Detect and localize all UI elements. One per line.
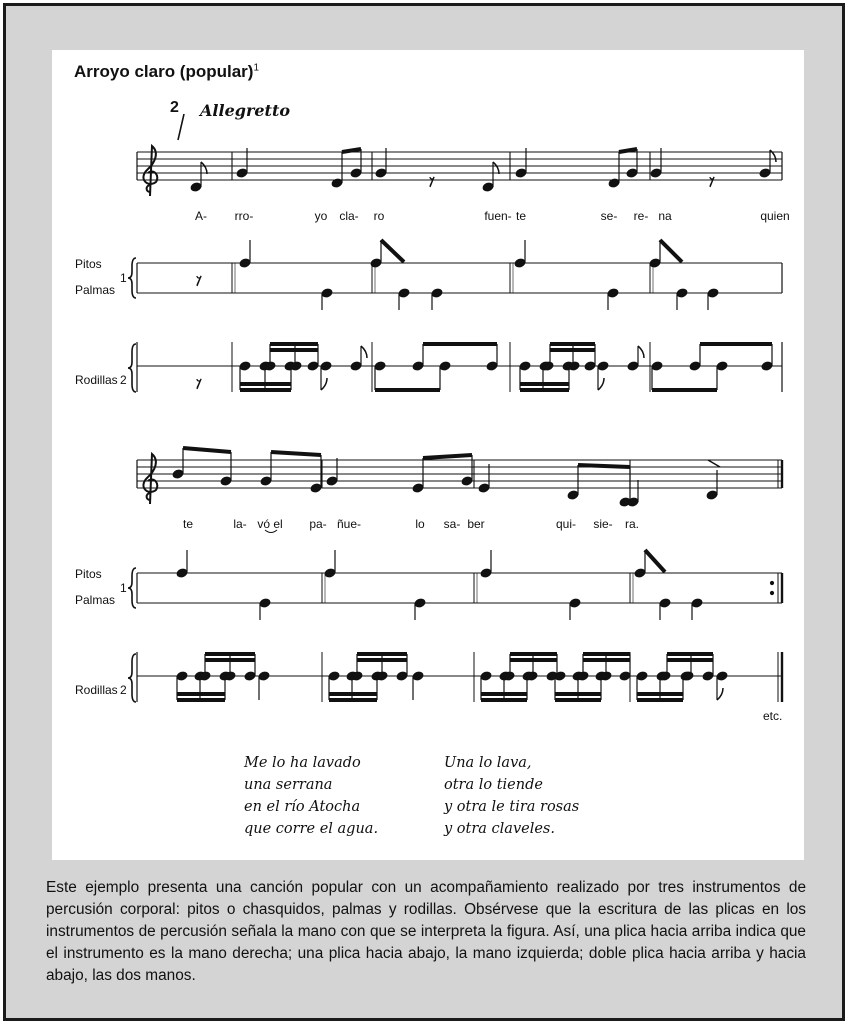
note-flag xyxy=(321,378,327,390)
note-head xyxy=(328,671,340,681)
note-head xyxy=(634,568,646,578)
lyric-syllable: na xyxy=(658,209,672,223)
label-palmas: Palmas xyxy=(75,283,116,297)
lyric-syllable: fuen- xyxy=(484,209,512,223)
note-head xyxy=(514,258,526,268)
note-head xyxy=(608,178,620,188)
note-head xyxy=(480,568,492,578)
lyric-syllable: ñue- xyxy=(336,517,362,531)
note-head xyxy=(331,178,343,188)
stanza-line: que corre el agua. xyxy=(244,821,379,837)
note-head xyxy=(689,361,701,371)
note-head xyxy=(190,182,202,192)
note-head xyxy=(239,361,251,371)
note-head xyxy=(439,361,451,371)
note-beam xyxy=(271,452,321,455)
note-head xyxy=(244,671,256,681)
stanza-line: y otra claveles. xyxy=(444,821,555,837)
note-head xyxy=(398,288,410,298)
note-beam xyxy=(578,465,630,467)
bracket-icon xyxy=(128,568,136,608)
label-rodillas: Rodillas xyxy=(75,373,118,387)
note-beam xyxy=(381,240,404,262)
lyric-syllable: ber xyxy=(467,517,485,531)
note-flag xyxy=(638,346,644,358)
lyric-syllable: la- xyxy=(233,517,247,531)
note-flag xyxy=(598,378,604,390)
note-head xyxy=(515,168,527,178)
time-signature: 2 xyxy=(170,99,179,116)
lyric-syllable: rro- xyxy=(234,209,254,223)
lyric-syllable: pa- xyxy=(309,517,327,531)
note-head xyxy=(584,361,596,371)
note-head xyxy=(176,568,188,578)
lyric-syllable: qui- xyxy=(555,517,577,531)
note-head xyxy=(676,288,688,298)
note-flag xyxy=(493,162,499,174)
note-head xyxy=(627,361,639,371)
lyric-syllable: sie- xyxy=(593,517,613,531)
note-head xyxy=(607,288,619,298)
note-head xyxy=(374,361,386,371)
note-head xyxy=(482,182,494,192)
repeat-dot xyxy=(770,581,773,584)
note-beam xyxy=(660,240,682,262)
lyric-syllable: sa- xyxy=(443,517,461,531)
tempo-stroke xyxy=(178,114,184,140)
note-head xyxy=(759,168,771,178)
note-head xyxy=(636,671,648,681)
label-pitos: Pitos xyxy=(75,257,102,271)
lyric-syllable: se- xyxy=(600,209,618,223)
bracket-icon xyxy=(128,344,136,392)
stanza-line: otra lo tiende xyxy=(444,777,543,793)
note-head xyxy=(567,490,579,500)
note-head xyxy=(651,361,663,371)
note-head xyxy=(431,288,443,298)
note-head xyxy=(236,168,248,178)
note-head xyxy=(172,469,184,479)
treble-clef-icon xyxy=(143,454,157,504)
note-flag xyxy=(361,346,367,358)
repeat-dot xyxy=(770,591,773,594)
lyric-syllable: yo xyxy=(314,209,328,223)
note-head xyxy=(324,568,336,578)
eighth-rest xyxy=(710,177,714,187)
note-head xyxy=(707,288,719,298)
note-head xyxy=(716,361,728,371)
lyric-syllable: ra. xyxy=(624,517,640,531)
note-head xyxy=(321,288,333,298)
label-num1: 1 xyxy=(120,271,127,285)
song-title: Arroyo claro (popular)$^1$ xyxy=(74,62,260,81)
note-head xyxy=(619,671,631,681)
stanza-line: en el río Atocha xyxy=(244,799,361,815)
note-head xyxy=(486,361,498,371)
label-rodillas: Rodillas xyxy=(75,683,118,697)
note-head xyxy=(307,361,319,371)
note-beam xyxy=(645,550,665,572)
note-head xyxy=(480,671,492,681)
note-flag xyxy=(717,688,723,700)
note-beam xyxy=(183,448,231,452)
lyric-syllable: te xyxy=(515,209,527,223)
lyric-syllable: lo xyxy=(415,517,425,531)
note-head xyxy=(396,671,408,681)
note-head xyxy=(412,483,424,493)
note-head xyxy=(260,476,272,486)
note-head xyxy=(626,168,638,178)
note-head xyxy=(478,483,490,493)
note-head xyxy=(716,671,728,681)
eighth-rest xyxy=(430,177,434,187)
stanza-line: Me lo ha lavado xyxy=(244,755,361,771)
note-head xyxy=(350,168,362,178)
note-head xyxy=(461,476,473,486)
eighth-rest xyxy=(197,379,201,389)
tempo-marking: Allegretto xyxy=(200,101,290,120)
label-num2: 2 xyxy=(120,683,127,697)
lyric-syllable: vó el xyxy=(257,517,283,531)
lyric-syllable: cla- xyxy=(339,209,359,223)
note-head xyxy=(239,258,251,268)
eighth-rest xyxy=(197,276,201,286)
note-head xyxy=(320,361,332,371)
note-head xyxy=(220,476,232,486)
note-head xyxy=(597,361,609,371)
label-num1: 1 xyxy=(120,581,127,595)
treble-clef-icon xyxy=(143,146,157,196)
note-head xyxy=(691,598,703,608)
note-head xyxy=(310,483,322,493)
note-head xyxy=(650,168,662,178)
label-palmas: Palmas xyxy=(75,593,116,607)
bracket-icon xyxy=(128,654,136,702)
quarter-rest xyxy=(708,460,720,467)
stanza-right xyxy=(444,752,579,840)
note-head xyxy=(258,671,270,681)
note-head xyxy=(412,671,424,681)
stanza-line: Una lo lava, xyxy=(444,755,532,771)
note-flag xyxy=(201,162,207,174)
label-num2: 2 xyxy=(120,373,127,387)
note-head xyxy=(761,361,773,371)
lyric-syllable: re- xyxy=(633,209,649,223)
note-head xyxy=(176,671,188,681)
lyric-syllable: quien xyxy=(760,209,790,223)
lyric-syllable: ro xyxy=(373,209,385,223)
note-beam xyxy=(423,455,472,458)
etc-label: etc. xyxy=(763,709,783,723)
stanza-line: y otra le tira rosas xyxy=(444,799,580,815)
stanza-left xyxy=(244,752,378,840)
note-head xyxy=(326,476,338,486)
lyric-syllable: te xyxy=(182,517,194,531)
note-head xyxy=(519,361,531,371)
note-head xyxy=(375,168,387,178)
note-head xyxy=(649,258,661,268)
caption-text: Este ejemplo presenta una canción popular con un acompañamiento realizado por tres instrumentos de percusión corporal: pitos o chasquidos, palmas y rodillas. Obsérvese que la escritura de las plicas en los instrumentos de percusión señala la mano con que se interpreta la figura. Así, una plica hacia arriba indica que el instrumento es la mano derecha; una plica hacia abajo, la mano izquierda; doble plica hacia arriba y hacia abajo, las dos manos. xyxy=(46,879,806,984)
bracket-icon xyxy=(128,258,136,298)
note-head xyxy=(350,361,362,371)
note-head xyxy=(259,598,271,608)
lyric-syllable: A- xyxy=(195,209,207,223)
stanza-line: una serrana xyxy=(244,777,333,793)
note-head xyxy=(412,361,424,371)
label-pitos: Pitos xyxy=(75,567,102,581)
note-head xyxy=(414,598,426,608)
note-head xyxy=(706,490,718,500)
note-head xyxy=(702,671,714,681)
note-head xyxy=(659,598,671,608)
note-head xyxy=(569,598,581,608)
